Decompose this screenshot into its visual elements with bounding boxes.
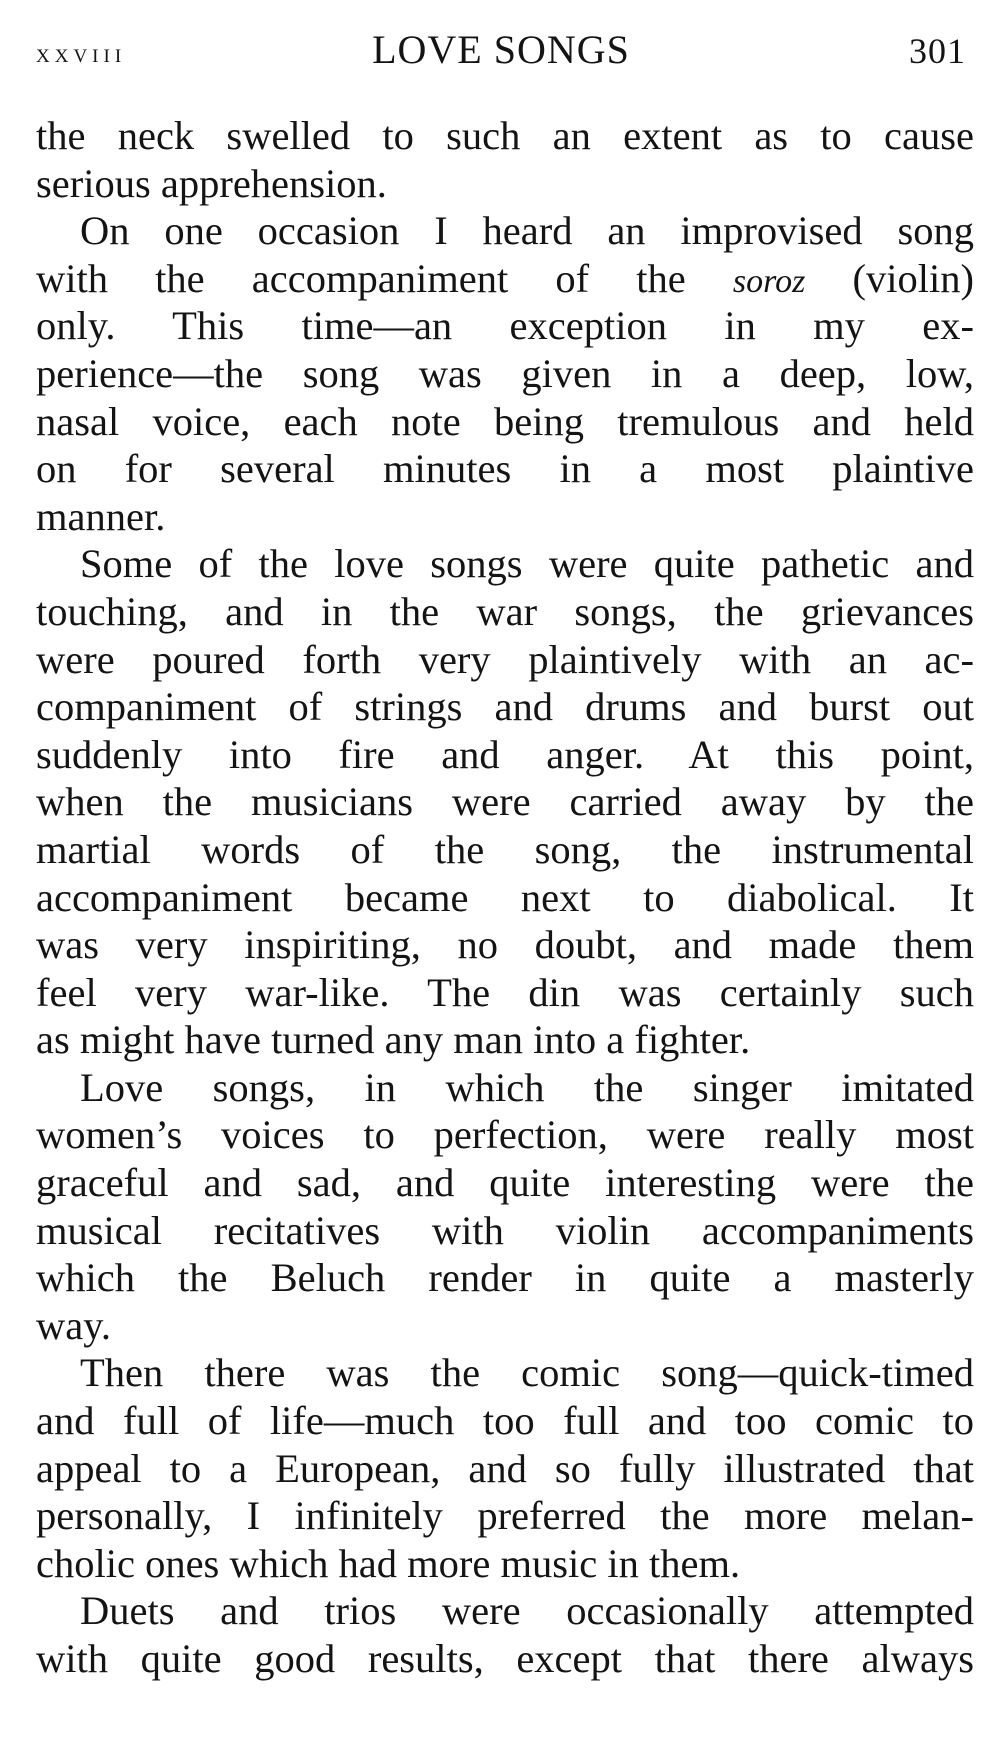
text-line: Some of the love songs were quite pathetic and <box>80 541 974 587</box>
text-segment: (violin) <box>805 255 974 301</box>
text-line: suddenly into fire and anger. At this point, <box>36 731 974 777</box>
running-head <box>36 26 966 76</box>
text-line: appeal to a European, and so fully illustrated that <box>36 1445 974 1491</box>
text-line: on for several minutes in a most plaintive <box>36 446 974 492</box>
text-line: were poured forth very plaintively with an ac- <box>36 636 974 682</box>
text-line: was very inspiriting, no doubt, and made them <box>36 922 974 968</box>
text-segment: with the accompaniment of the <box>36 255 733 301</box>
text-line: martial words of the song, the instrumental <box>36 826 974 872</box>
text-line: serious apprehension. <box>36 160 387 206</box>
text-line: companiment of strings and drums and burst out <box>36 684 974 730</box>
text-line: personally, I infinitely preferred the more melan- <box>36 1493 974 1539</box>
running-title: LOVE SONGS <box>372 27 630 72</box>
text-line: women’s voices to perfection, were really most <box>36 1112 974 1158</box>
text-line: the neck swelled to such an extent as to cause <box>36 113 974 158</box>
text-line: nasal voice, each note being tremulous and held <box>36 398 974 444</box>
text-line: which the Beluch render in quite a masterly <box>36 1255 974 1301</box>
text-line: touching, and in the war songs, the grievances <box>36 588 974 634</box>
text-line: musical recitatives with violin accompaniments <box>36 1207 974 1253</box>
text-line: manner. <box>36 493 166 539</box>
text-line: Then there was the comic song—quick-timed <box>80 1350 974 1396</box>
page-number: 301 <box>909 31 966 71</box>
text-line: when the musicians were carried away by the <box>36 779 974 825</box>
text-line: perience—the song was given in a deep, low, <box>36 350 974 396</box>
text-line: only. This time—an exception in my ex- <box>36 303 974 349</box>
text-line: with quite good results, except that there always <box>36 1636 974 1681</box>
text-line: cholic ones which had more music in them. <box>36 1540 741 1586</box>
text-line: and full of life—much too full and too comic to <box>36 1398 974 1444</box>
text-line: Duets and trios were occasionally attempted <box>80 1588 974 1634</box>
text-line: feel very war-like. The din was certainly such <box>36 969 974 1015</box>
chapter-number: xxviii <box>36 38 127 68</box>
text-line: accompaniment became next to diabolical. It <box>36 874 974 920</box>
text-line: way. <box>36 1302 111 1348</box>
text-line <box>36 255 974 303</box>
text-line: graceful and sad, and quite interesting were the <box>36 1160 974 1206</box>
text-line: On one occasion I heard an improvised song <box>80 208 974 254</box>
italic-term: soroz <box>732 262 806 300</box>
body-text <box>36 112 974 1683</box>
text-line: as might have turned any man into a fighter. <box>36 1017 751 1063</box>
text-line: Love songs, in which the singer imitated <box>80 1064 974 1110</box>
